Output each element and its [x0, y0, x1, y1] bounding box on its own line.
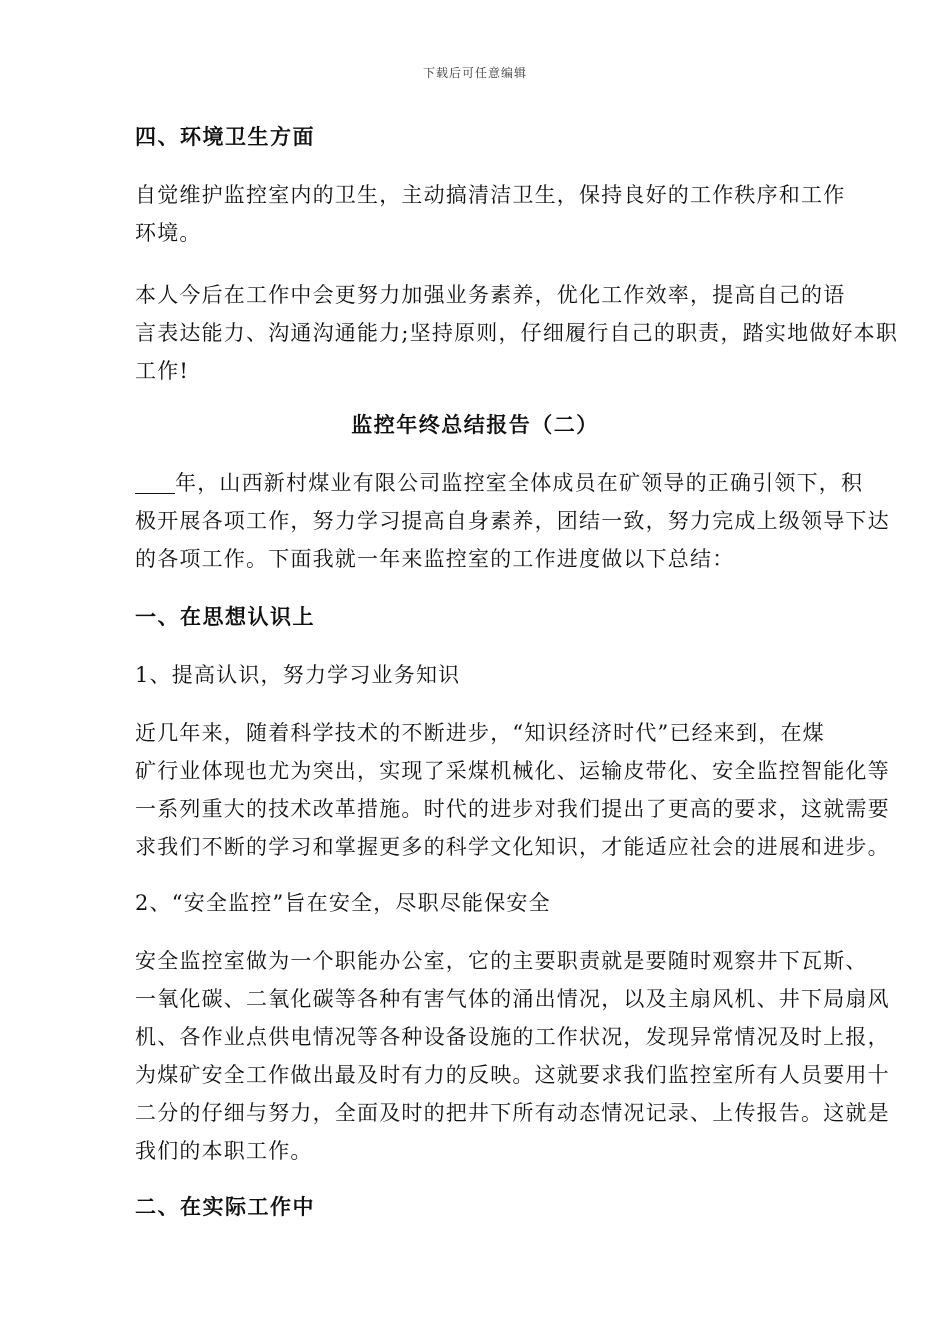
report-intro	[135, 464, 890, 578]
text-line: 本人今后在工作中会更努力加强业务素养，优化工作效率，提高自己的语	[135, 283, 846, 307]
text-line: 工作!	[135, 359, 190, 383]
text-line: 一氧化碳、二氧化碳等各种有害气体的涌出情况，以及主扇风机、井下局扇风	[135, 987, 890, 1011]
section-one-heading: 一、在思想认识上	[135, 604, 315, 629]
text-line: 求我们不断的学习和掌握更多的科学文化知识，才能适应社会的进展和进步。	[135, 835, 890, 859]
text-line: 机、各作业点供电情况等各种设备设施的工作状况，发现异常情况及时上报，	[135, 1025, 890, 1049]
text-line: 言表达能力、沟通沟通能力;坚持原则，仔细履行自己的职责，踏实地做好本职	[135, 321, 899, 345]
text-line: 的各项工作。下面我就一年来监控室的工作进度做以下总结：	[135, 547, 735, 571]
text-line: 极开展各项工作，努力学习提高自身素养，团结一致，努力完成上级领导下达	[135, 509, 890, 533]
section-four-heading: 四、环境卫生方面	[135, 124, 315, 149]
section-four-paragraph-2	[135, 276, 899, 390]
item-1-paragraph	[135, 714, 890, 866]
text-line: 自觉维护监控室内的卫生，主动搞清洁卫生，保持良好的工作秩序和工作	[135, 183, 846, 207]
report-title: 监控年终总结报告（二）	[351, 412, 599, 437]
text-line: 近几年来，随着科学技术的不断进步，“知识经济时代”已经来到，在煤	[135, 721, 825, 745]
text-line: 为煤矿安全工作做出最及时有力的反映。这就要求我们监控室所有人员要用十	[135, 1063, 890, 1087]
item-1-title: 1、提高认识，努力学习业务知识	[135, 663, 461, 687]
section-four-paragraph-1	[135, 176, 857, 252]
item-2-paragraph	[135, 942, 890, 1170]
text-line: 环境。	[135, 221, 202, 245]
text-line: 一系列重大的技术改革措施。时代的进步对我们提出了更高的要求，这就需要	[135, 797, 890, 821]
blank-underline	[135, 469, 175, 494]
intro-first-line: 年，山西新村煤业有限公司监控室全体成员在矿领导的正确引领下，积	[175, 471, 864, 495]
text-line: 二分的仔细与努力，全面及时的把井下所有动态情况记录、上传报告。这就是	[135, 1101, 890, 1125]
item-2-title: 2、“安全监控”旨在安全，尽职尽能保安全	[135, 891, 551, 915]
section-two-heading: 二、在实际工作中	[135, 1194, 315, 1219]
text-line: 矿行业体现也尤为突出，实现了采煤机械化、运输皮带化、安全监控智能化等	[135, 759, 890, 783]
header-note: 下载后可任意编辑	[422, 66, 527, 80]
text-line: 我们的本职工作。	[135, 1139, 313, 1163]
text-line: 安全监控室做为一个职能办公室，它的主要职责就是要随时观察井下瓦斯、	[135, 949, 868, 973]
text-line	[135, 464, 864, 502]
